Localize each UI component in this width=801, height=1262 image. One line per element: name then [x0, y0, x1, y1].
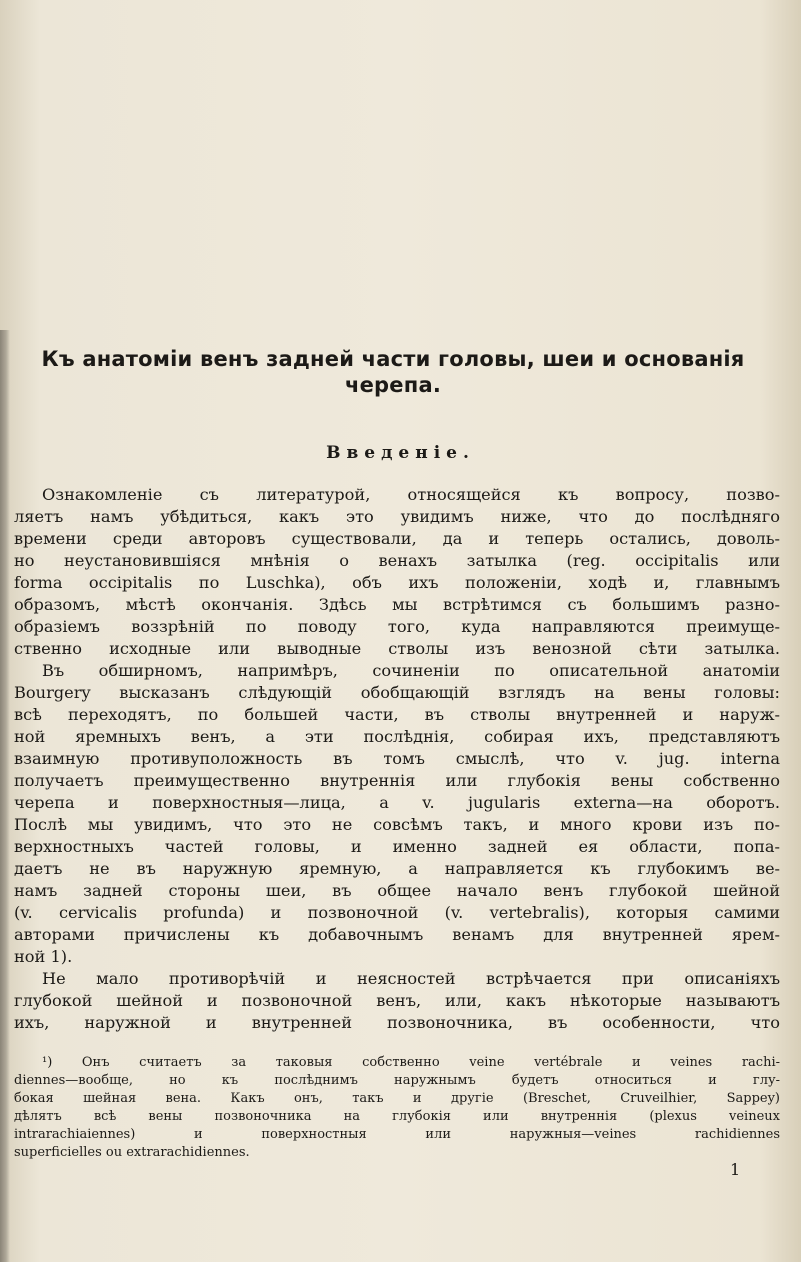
- text-line: Ознакомленіе съ литературой, относящейся къ вопросу, позво-: [42, 485, 780, 504]
- text-line: взаимную противуположность въ томъ смыслѣ, что v. jug. interna: [14, 749, 780, 768]
- footnote-line: ¹) Онъ считаетъ за таковыя собственно veine vertébrale и veines rachi-: [42, 1055, 780, 1070]
- footnote-line: intrarachiaiennes) и поверхностныя или наружныя—veines rachidiennes: [14, 1127, 780, 1142]
- chapter-title: [8, 346, 778, 398]
- text-line: ственно исходные или выводные стволы изъ венозной сѣти затылка.: [14, 639, 780, 658]
- text-line: глубокой шейной и позвоночной венъ, или, какъ нѣкоторые называютъ: [14, 991, 780, 1010]
- footnote-line: бокая шейная вена. Какъ онъ, такъ и другіе (Breschet, Cruveilhier, Sappey): [14, 1091, 780, 1106]
- text-line: получаетъ преимущественно внутреннія или глубокія вены собственно: [14, 771, 780, 790]
- footnote-line: diennes—вообще, но къ послѣднимъ наружнымъ будетъ относиться и глу-: [14, 1073, 780, 1088]
- text-line: времени среди авторовъ существовали, да и теперь остались, доволь-: [14, 529, 780, 548]
- footnote-line: дѣлятъ всѣ вены позвоночника на глубокія или внутреннія (plexus veineux: [14, 1109, 780, 1124]
- text-line: Не мало противорѣчій и неясностей встрѣчается при описаніяхъ: [42, 969, 780, 988]
- text-line: (v. cervicalis profunda) и позвоночной (v. vertebralis), которыя самими: [14, 903, 780, 922]
- text-line: Послѣ мы увидимъ, что это не совсѣмъ такъ, и много крови изъ по-: [14, 815, 780, 834]
- text-line: авторами причислены къ добавочнымъ венамъ для внутренней ярем-: [14, 925, 780, 944]
- text-line: образомъ, мѣстѣ окончанія. Здѣсь мы встрѣтимся съ большимъ разно-: [14, 595, 780, 614]
- page-spine-shadow: [0, 330, 10, 1262]
- body-text: [14, 484, 780, 1034]
- text-line: даетъ не въ наружную яремную, а направляется къ глубокимъ ве-: [14, 859, 780, 878]
- chapter-title-line-1: Къ анатоміи венъ задней части головы, шеи и основанія: [41, 347, 745, 371]
- text-line: но неустановившіяся мнѣнія о венахъ затылка (reg. occipitalis или: [14, 551, 780, 570]
- text-line: Въ обширномъ, напримѣръ, сочиненіи по описательной анатоміи: [42, 661, 780, 680]
- text-line: ихъ, наружной и внутренней позвоночника, въ особенности, что: [14, 1013, 780, 1032]
- footnote: [14, 1054, 780, 1162]
- section-heading: Введеніе.: [326, 443, 475, 463]
- chapter-title-line-2: черепа.: [345, 373, 441, 397]
- text-line: образіемъ воззрѣній по поводу того, куда направляются преимуще-: [14, 617, 780, 636]
- text-line: ной яремныхъ венъ, а эти послѣднія, собирая ихъ, представляютъ: [14, 727, 780, 746]
- text-line: намъ задней стороны шеи, въ общее начало венъ глубокой шейной: [14, 881, 780, 900]
- page-number: 1: [730, 1160, 741, 1179]
- footnote-line: superficielles ou extrarachidiennes.: [14, 1145, 250, 1160]
- text-line: верхностныхъ частей головы, и именно задней ея области, попа-: [14, 837, 780, 856]
- text-line: всѣ переходятъ, по большей части, въ стволы внутренней и наруж-: [14, 705, 780, 724]
- text-line: ляетъ намъ убѣдиться, какъ это увидимъ ниже, что до послѣдняго: [14, 507, 780, 526]
- text-line: ной 1).: [14, 947, 73, 966]
- text-line: Bourgery высказанъ слѣдующій обобщающій взглядъ на вены головы:: [14, 683, 780, 702]
- text-line: forma occipitalis по Luschka), объ ихъ положеніи, ходѣ и, главнымъ: [14, 573, 780, 592]
- text-line: черепа и поверхностныя—лица, а v. jugularis externa—на оборотъ.: [14, 793, 780, 812]
